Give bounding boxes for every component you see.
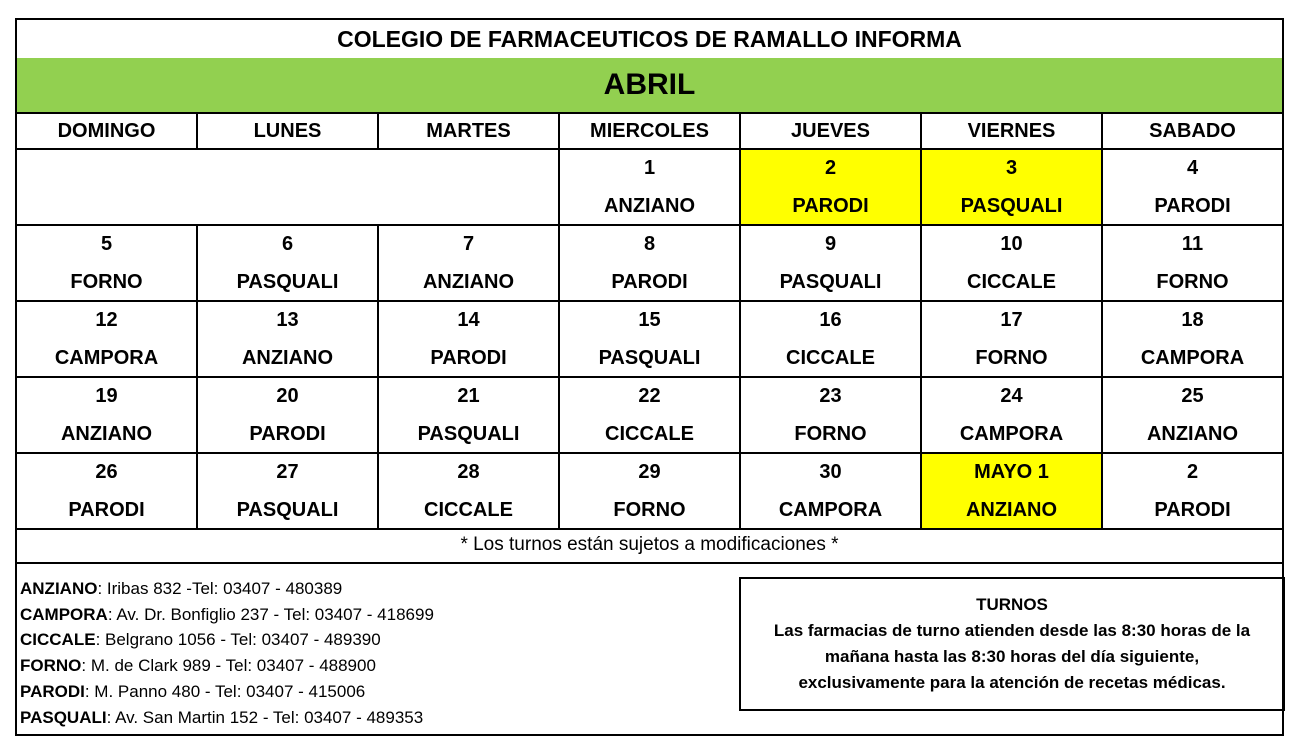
calendar-day-cell: [198, 226, 379, 302]
day-number: 19: [95, 385, 118, 407]
calendar-day-cell: [1103, 302, 1282, 378]
weekday-header: JUEVES: [741, 114, 922, 150]
day-number: 21: [457, 385, 480, 407]
pharmacy-address-detail: : M. de Clark 989 - Tel: 03407 - 488900: [81, 656, 376, 676]
pharmacy-name: PASQUALI: [598, 347, 701, 369]
pharmacy-name: PASQUALI: [960, 195, 1063, 217]
calendar-day-cell: [17, 150, 198, 226]
pharmacy-address-detail: : M. Panno 480 - Tel: 03407 - 415006: [84, 681, 366, 701]
day-number: 2: [824, 157, 837, 179]
calendar-day-cell: [922, 150, 1103, 226]
pharmacy-name: ANZIANO: [60, 423, 153, 445]
calendar-grid: [17, 114, 1282, 530]
calendar-day-cell: [922, 378, 1103, 454]
day-number: 8: [643, 233, 656, 255]
day-number: 23: [819, 385, 842, 407]
pharmacy-address-name: PARODI: [20, 681, 85, 701]
pharmacy-name: PARODI: [68, 499, 145, 521]
pharmacy-name: CAMPORA: [778, 499, 883, 521]
pharmacy-address-item: [20, 602, 720, 628]
weekday-header: MARTES: [379, 114, 560, 150]
pharmacy-address-detail: : Av. Dr. Bonfiglio 237 - Tel: 03407 - 418699: [107, 604, 434, 624]
pharmacy-name: CAMPORA: [959, 423, 1064, 445]
pharmacy-address-detail: : Belgrano 1056 - Tel: 03407 - 489390: [95, 630, 381, 650]
calendar-day-cell: [560, 378, 741, 454]
pharmacy-address-list: [20, 576, 720, 730]
page-title: COLEGIO DE FARMACEUTICOS DE RAMALLO INFORMA: [17, 20, 1282, 60]
calendar-day-cell: [17, 378, 198, 454]
calendar-day-cell: [1103, 454, 1282, 530]
day-number: 11: [1181, 233, 1204, 255]
calendar-day-cell: [17, 454, 198, 530]
pharmacy-name: CICCALE: [605, 423, 694, 445]
calendar-sheet: [15, 18, 1284, 736]
day-number: 12: [95, 309, 118, 331]
pharmacy-address-detail: : Av. San Martin 152 - Tel: 03407 - 489353: [106, 707, 424, 727]
calendar-day-cell: [1103, 150, 1282, 226]
pharmacy-name: CICCALE: [786, 347, 875, 369]
day-number: 30: [819, 461, 842, 483]
pharmacy-address-name: ANZIANO: [20, 579, 98, 598]
pharmacy-name: PARODI: [1154, 499, 1231, 521]
weekday-header: SABADO: [1103, 114, 1282, 150]
pharmacy-address-item: [20, 627, 720, 653]
pharmacy-name: PASQUALI: [417, 423, 520, 445]
pharmacy-address-name: CAMPORA: [20, 604, 108, 624]
weekday-header: MIERCOLES: [560, 114, 741, 150]
day-number: 16: [819, 309, 842, 331]
pharmacy-name: ANZIANO: [241, 347, 334, 369]
day-number: 22: [638, 385, 661, 407]
calendar-day-cell: [198, 378, 379, 454]
pharmacy-name: CICCALE: [424, 499, 513, 521]
pharmacy-name: CICCALE: [967, 271, 1056, 293]
calendar-day-cell: [741, 454, 922, 530]
day-number: 28: [457, 461, 480, 483]
pharmacy-name: PARODI: [1154, 195, 1231, 217]
calendar-day-cell: [379, 226, 560, 302]
pharmacy-name: FORNO: [613, 499, 686, 521]
pharmacy-address-name: PASQUALI: [20, 707, 107, 727]
pharmacy-name: FORNO: [975, 347, 1048, 369]
pharmacy-name: PASQUALI: [236, 499, 339, 521]
calendar-day-cell: [922, 226, 1103, 302]
day-number: 14: [457, 309, 480, 331]
pharmacy-name: ANZIANO: [422, 271, 515, 293]
pharmacy-address-item: [20, 679, 720, 705]
pharmacy-address-item: [20, 705, 720, 731]
weekday-header: LUNES: [198, 114, 379, 150]
pharmacy-name: PASQUALI: [779, 271, 882, 293]
disclaimer-note: * Los turnos están sujetos a modificaciones *: [17, 528, 1282, 564]
pharmacy-address-name: FORNO: [20, 656, 82, 676]
day-number: 20: [276, 385, 299, 407]
day-number: 2: [1186, 461, 1199, 483]
calendar-day-cell: [1103, 226, 1282, 302]
calendar-day-cell: [560, 454, 741, 530]
day-number: 27: [276, 461, 299, 483]
day-number: 5: [100, 233, 113, 255]
pharmacy-name: FORNO: [1156, 271, 1229, 293]
calendar-day-cell: [198, 302, 379, 378]
day-number: 9: [824, 233, 837, 255]
calendar-day-cell: [198, 454, 379, 530]
calendar-day-cell: [379, 378, 560, 454]
day-number: MAYO 1: [974, 461, 1049, 483]
pharmacy-name: CAMPORA: [54, 347, 159, 369]
calendar-day-cell: [741, 378, 922, 454]
pharmacy-name: FORNO: [70, 271, 143, 293]
calendar-day-cell: [198, 150, 379, 226]
pharmacy-address-name: CICCALE: [20, 630, 96, 650]
calendar-day-cell: [560, 150, 741, 226]
pharmacy-name: PARODI: [611, 271, 688, 293]
calendar-day-cell: [922, 454, 1103, 530]
calendar-day-cell: [17, 302, 198, 378]
month-title: ABRIL: [17, 58, 1282, 114]
day-number: 18: [1181, 309, 1204, 331]
day-number: 7: [462, 233, 475, 255]
calendar-day-cell: [741, 302, 922, 378]
day-number: 15: [638, 309, 661, 331]
pharmacy-name: FORNO: [794, 423, 867, 445]
turnos-info-box: [739, 577, 1285, 711]
calendar-day-cell: [741, 226, 922, 302]
day-number: 10: [1000, 233, 1023, 255]
pharmacy-name: ANZIANO: [965, 499, 1058, 521]
calendar-day-cell: [379, 302, 560, 378]
calendar-day-cell: [379, 454, 560, 530]
day-number: 26: [95, 461, 118, 483]
day-number: 1: [643, 157, 656, 179]
weekday-header: VIERNES: [922, 114, 1103, 150]
calendar-day-cell: [922, 302, 1103, 378]
day-number: 25: [1181, 385, 1204, 407]
turnos-line: exclusivamente para la atención de recetas médicas.: [798, 673, 1226, 692]
day-number: 29: [638, 461, 661, 483]
turnos-line: Las farmacias de turno atienden desde las 8:30 horas de la: [773, 621, 1251, 640]
weekday-header: DOMINGO: [17, 114, 198, 150]
pharmacy-name: PARODI: [430, 347, 507, 369]
pharmacy-name: PARODI: [249, 423, 326, 445]
day-number: 3: [1005, 157, 1018, 179]
pharmacy-name: ANZIANO: [1146, 423, 1239, 445]
calendar-day-cell: [741, 150, 922, 226]
day-number: 13: [276, 309, 299, 331]
pharmacy-name: PARODI: [792, 195, 869, 217]
pharmacy-name: CAMPORA: [1140, 347, 1245, 369]
day-number: 6: [281, 233, 294, 255]
pharmacy-name: PASQUALI: [236, 271, 339, 293]
calendar-day-cell: [1103, 378, 1282, 454]
day-number: 17: [1000, 309, 1023, 331]
calendar-day-cell: [17, 226, 198, 302]
day-number: 4: [1186, 157, 1199, 179]
turnos-title: TURNOS: [976, 595, 1048, 614]
day-number: 24: [1000, 385, 1023, 407]
turnos-line: mañana hasta las 8:30 horas del día siguiente,: [824, 647, 1200, 666]
calendar-day-cell: [560, 226, 741, 302]
pharmacy-address-item: [20, 576, 720, 602]
pharmacy-name: ANZIANO: [603, 195, 696, 217]
pharmacy-address-detail: : Iribas 832 -Tel: 03407 - 480389: [97, 579, 343, 598]
calendar-day-cell: [379, 150, 560, 226]
pharmacy-address-item: [20, 653, 720, 679]
calendar-day-cell: [560, 302, 741, 378]
